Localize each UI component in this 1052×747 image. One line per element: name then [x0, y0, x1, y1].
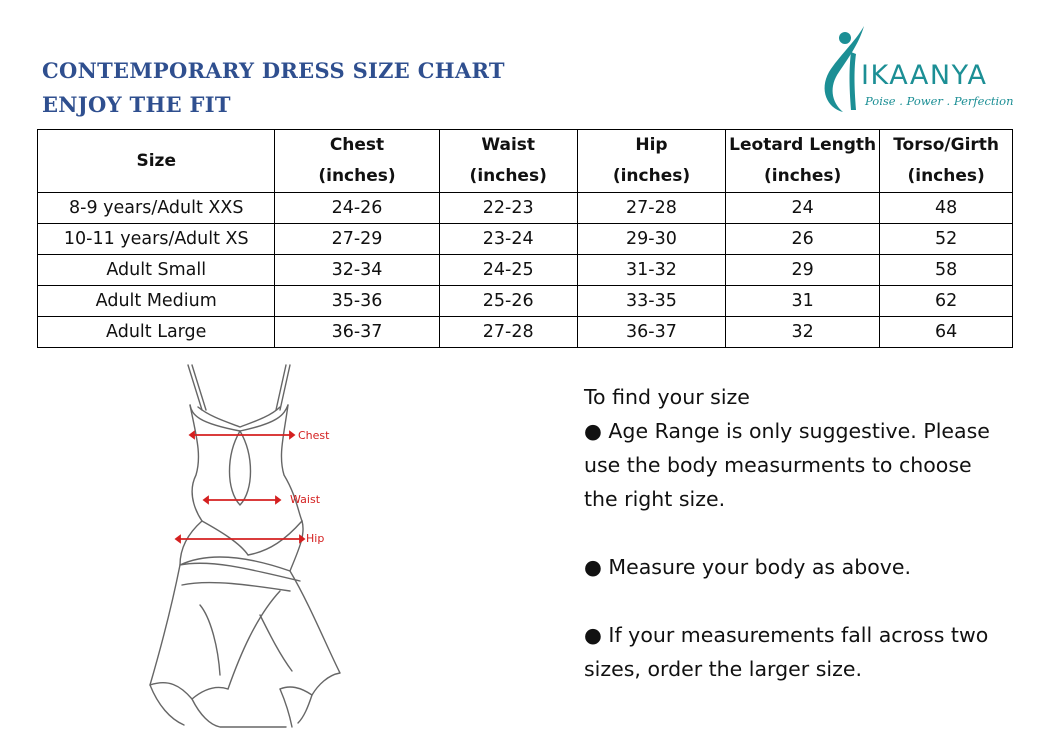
- cell-leotard-length: 24: [726, 193, 880, 224]
- brand-name: IKAANYA: [861, 60, 988, 91]
- cell-waist: 25-26: [439, 286, 577, 317]
- cell-waist: 23-24: [439, 224, 577, 255]
- header-chest: Chest (inches): [275, 130, 439, 193]
- left-strap: [188, 365, 202, 410]
- cell-chest: 36-37: [275, 317, 439, 348]
- cell-chest: 35-36: [275, 286, 439, 317]
- table-row: [38, 255, 1013, 286]
- chart-title: CONTEMPORARY DRESS SIZE CHART: [42, 58, 505, 83]
- table-row: [38, 193, 1013, 224]
- cell-hip: 27-28: [577, 193, 725, 224]
- instructions-heading: To find your size: [584, 385, 750, 409]
- cell-torso-girth: 64: [880, 317, 1013, 348]
- cell-size: Adult Small: [38, 255, 275, 286]
- cell-chest: 32-34: [275, 255, 439, 286]
- cell-leotard-length: 29: [726, 255, 880, 286]
- cell-chest: 27-29: [275, 224, 439, 255]
- instruction-larger-size: ● If your measurements fall across two: [584, 623, 989, 647]
- instruction-measure: ● Measure your body as above.: [584, 555, 912, 579]
- cell-waist: 22-23: [439, 193, 577, 224]
- cell-torso-girth: 62: [880, 286, 1013, 317]
- instruction-age-range-cont: use the body measurments to choose: [584, 453, 972, 477]
- chest-label: Chest: [298, 429, 330, 442]
- cell-leotard-length: 31: [726, 286, 880, 317]
- header-hip: Hip (inches): [577, 130, 725, 193]
- header-size: Size: [38, 130, 275, 193]
- cell-size: 8-9 years/Adult XXS: [38, 193, 275, 224]
- cell-hip: 33-35: [577, 286, 725, 317]
- size-instructions: [584, 380, 1024, 686]
- brand-logo: [815, 22, 1015, 117]
- hip-label: Hip: [306, 532, 325, 545]
- cell-hip: 29-30: [577, 224, 725, 255]
- cell-hip: 31-32: [577, 255, 725, 286]
- cell-hip: 36-37: [577, 317, 725, 348]
- cell-torso-girth: 48: [880, 193, 1013, 224]
- brand-tagline: Poise . Power . Perfection: [865, 94, 1014, 108]
- instruction-age-range-cont: the right size.: [584, 487, 726, 511]
- waist-label: Waist: [290, 493, 321, 506]
- table-row: [38, 224, 1013, 255]
- cell-leotard-length: 32: [726, 317, 880, 348]
- cell-torso-girth: 58: [880, 255, 1013, 286]
- cell-size: Adult Large: [38, 317, 275, 348]
- dress-measurement-diagram: [140, 355, 380, 735]
- cell-waist: 27-28: [439, 317, 577, 348]
- table-header-row: [38, 130, 1013, 193]
- cell-size: Adult Medium: [38, 286, 275, 317]
- table-row: [38, 317, 1013, 348]
- cell-waist: 24-25: [439, 255, 577, 286]
- cell-chest: 24-26: [275, 193, 439, 224]
- header-waist: Waist (inches): [439, 130, 577, 193]
- header-torso-girth: Torso/Girth (inches): [880, 130, 1013, 193]
- cell-torso-girth: 52: [880, 224, 1013, 255]
- chart-subtitle: ENJOY THE FIT: [42, 92, 231, 117]
- header-leotard-length: Leotard Length (inches): [726, 130, 880, 193]
- cell-leotard-length: 26: [726, 224, 880, 255]
- size-chart-table: [37, 129, 1013, 348]
- instruction-age-range: ● Age Range is only suggestive. Please: [584, 419, 990, 443]
- instruction-larger-size-cont: sizes, order the larger size.: [584, 657, 862, 681]
- cell-size: 10-11 years/Adult XS: [38, 224, 275, 255]
- table-row: [38, 286, 1013, 317]
